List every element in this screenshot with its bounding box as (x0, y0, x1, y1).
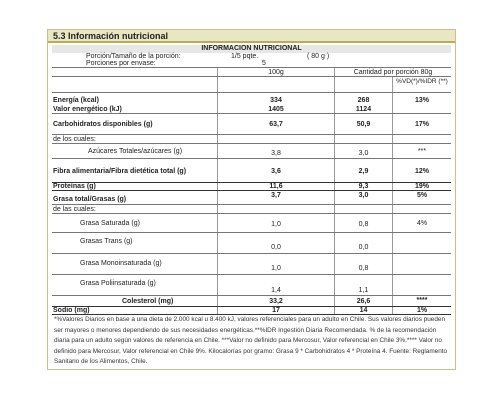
value-portion: 0,8 (358, 221, 369, 228)
value-vd: 17% (414, 121, 429, 128)
value-100g: 17 (272, 307, 280, 314)
value-100g: 63,7 (269, 121, 283, 128)
table-row (52, 204, 451, 213)
table-row (52, 274, 451, 295)
value-portion: 14 (359, 307, 368, 314)
servings-value: 5 (262, 60, 266, 67)
table-row (52, 295, 451, 306)
value-100g: 1405 (268, 106, 284, 113)
value-100g: 3,7 (271, 192, 281, 199)
value-100g: 11,6 (269, 183, 283, 190)
value-portion: 0,0 (358, 244, 369, 251)
row-label: de los cuales: (53, 136, 96, 143)
table-row (52, 190, 451, 204)
value-vd: 13% (414, 97, 429, 104)
column-header-row (52, 67, 451, 76)
row-label: Proteínas (g) (53, 183, 96, 190)
value-vd: **** (416, 297, 428, 304)
table-row (52, 232, 451, 253)
row-label: Energía (kcal) (53, 97, 99, 104)
row-label: Valor energético (kJ) (53, 106, 122, 113)
value-100g: 0,0 (271, 244, 281, 251)
value-vd: 4% (416, 220, 428, 227)
row-label: Grasa total/Grasas (g) (53, 196, 127, 203)
portion-label: Porción/Tamaño de la porción: (86, 53, 181, 60)
vd-header-row (52, 76, 451, 85)
value-100g: 1,0 (271, 221, 281, 228)
table-row (52, 306, 451, 315)
value-vd: 12% (414, 168, 429, 175)
value-portion: 2,9 (358, 168, 369, 175)
section-title: 5.3 Información nutricional (48, 30, 455, 43)
value-100g: 33,2 (269, 298, 283, 305)
value-portion: 26,6 (356, 298, 371, 305)
row-label: Colesterol (mg) (122, 298, 174, 305)
nutrition-panel (47, 29, 456, 370)
col-per-portion: Cantidad por porción 80g (353, 69, 433, 76)
table-row (52, 182, 451, 190)
table-row (52, 213, 451, 232)
portion-grams: ( 80 g ) (307, 53, 330, 60)
value-portion: 0,8 (358, 265, 369, 272)
row-label: Fibra alimentaria/Fibra dietética total (g) (53, 168, 187, 175)
row-label: de las cuales: (53, 206, 96, 213)
table-row (52, 158, 451, 182)
value-100g: 3,6 (271, 168, 281, 175)
portion-value: 1/5 pqte. (231, 53, 259, 60)
value-portion: 268 (357, 97, 370, 104)
col-vd: %VD(*)/%IDR (**) (396, 78, 448, 85)
value-portion: 1,1 (358, 287, 369, 294)
table-title: INFORMACION NUTRICIONAL (201, 45, 302, 52)
value-vd: 5% (416, 192, 428, 199)
table-row (52, 253, 451, 274)
value-portion: 3,0 (358, 192, 369, 199)
table-row (52, 134, 451, 143)
value-vd: 1% (416, 307, 428, 314)
value-100g: 334 (270, 97, 282, 104)
value-portion: 50,9 (356, 121, 371, 128)
value-vd: 19% (414, 183, 429, 190)
row-label: Sodio (mg) (53, 307, 90, 314)
value-vd: *** (417, 148, 427, 155)
value-100g: 1,4 (271, 287, 281, 294)
table-header (52, 45, 451, 53)
row-label: Carbohidratos disponibles (g) (53, 121, 153, 128)
value-portion: 9,3 (358, 183, 369, 190)
value-100g: 1,0 (271, 265, 281, 272)
table-row (52, 113, 451, 134)
row-label: Grasa Saturada (g) (80, 220, 140, 227)
nutrition-table (52, 45, 451, 367)
row-label: Grasa Poliinsaturada (g) (80, 280, 156, 287)
col-100g: 100g (268, 69, 284, 76)
row-label: Grasas Trans (g) (80, 238, 133, 245)
value-portion: 3,0 (358, 150, 369, 157)
footnote: *%Valores Diarios en base a una dieta de 2.000 kcal u 8.400 kJ, valores referenciales para un adulto en Chile. Sus valores diarios pueden ser mayores o menores dependiendo de sus necesidades energéticas.**%IDR Ingestión Diaria Recomendada. % de la recomendación diaria para un adulto según valores de referencia en Chile. ***Valor no definido para Mercosur, Valor referencial en Chile 3%.**** Valor no definido para Mercosur, Valor referencial en Chile 9%. Kilocalorías por gramo: Grasa 9 * Carbohidratos 4 * Proteína 4. Fuente: Reglamento Sanitario de los Alimentos, Chile. (54, 316, 448, 365)
servings-label: Porciones por envase: (86, 60, 156, 67)
row-label: Grasa Monoinsaturada (g) (80, 260, 162, 267)
value-portion: 1124 (355, 106, 372, 113)
row-label: Azúcares Totales/azúcares (g) (88, 148, 183, 155)
table-row (52, 143, 451, 158)
value-100g: 3,8 (271, 150, 281, 157)
